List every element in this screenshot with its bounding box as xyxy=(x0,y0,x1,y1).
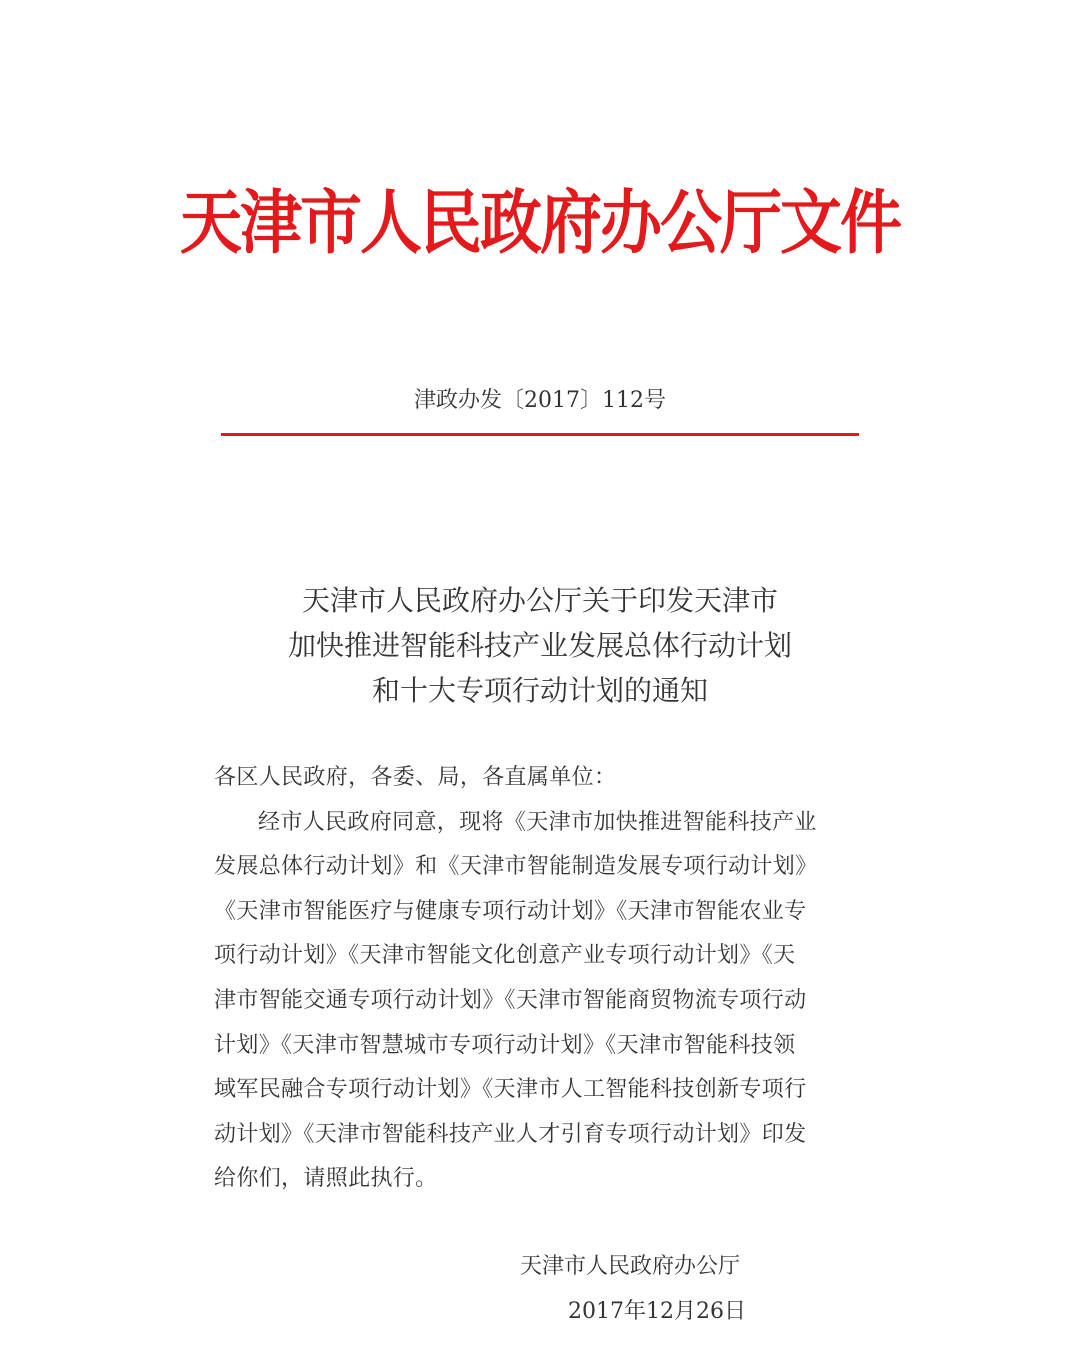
addressee: 各区人民政府，各委、局，各直属单位： xyxy=(214,765,617,790)
issue-date: 2017年12月26日 xyxy=(568,1299,746,1324)
body-line: 津市智能交通专项行动计划》《天津市智能商贸物流专项行动 xyxy=(214,987,807,1013)
body-line: 动计划》《天津市智能科技产业人才引育专项行动计划》印发 xyxy=(214,1121,807,1147)
body-line: 给你们，请照此执行。 xyxy=(214,1166,438,1192)
notice-title-line: 加快推进智能科技产业发展总体行动计划 xyxy=(287,629,792,662)
notice-title-line: 天津市人民政府办公厅关于印发天津市 xyxy=(301,584,778,617)
body-line: 域军民融合专项行动计划》《天津市人工智能科技创新专项行 xyxy=(214,1077,807,1103)
issuer-signature: 天津市人民政府办公厅 xyxy=(520,1254,741,1279)
body-line: 《天津市智能医疗与健康专项行动计划》《天津市智能农业专 xyxy=(214,898,807,924)
body-line: 发展总体行动计划》和《天津市智能制造发展专项行动计划》 xyxy=(214,854,818,880)
notice-body xyxy=(214,756,874,1202)
document-header-title: 天津市人民政府办公厅文件 xyxy=(179,181,900,264)
body-line: 项行动计划》《天津市智能文化创意产业专项行动计划》《天 xyxy=(214,943,796,969)
body-line: 计划》《天津市智慧城市专项行动计划》《天津市智能科技领 xyxy=(214,1032,796,1058)
notice-title xyxy=(0,578,1080,713)
body-line: 经市人民政府同意，现将《天津市加快推进智能科技产业 xyxy=(258,809,817,835)
red-divider-line xyxy=(221,433,859,436)
document-number: 津政办发〔2017〕112号 xyxy=(414,388,666,413)
notice-title-line: 和十大专项行动计划的通知 xyxy=(371,674,708,707)
